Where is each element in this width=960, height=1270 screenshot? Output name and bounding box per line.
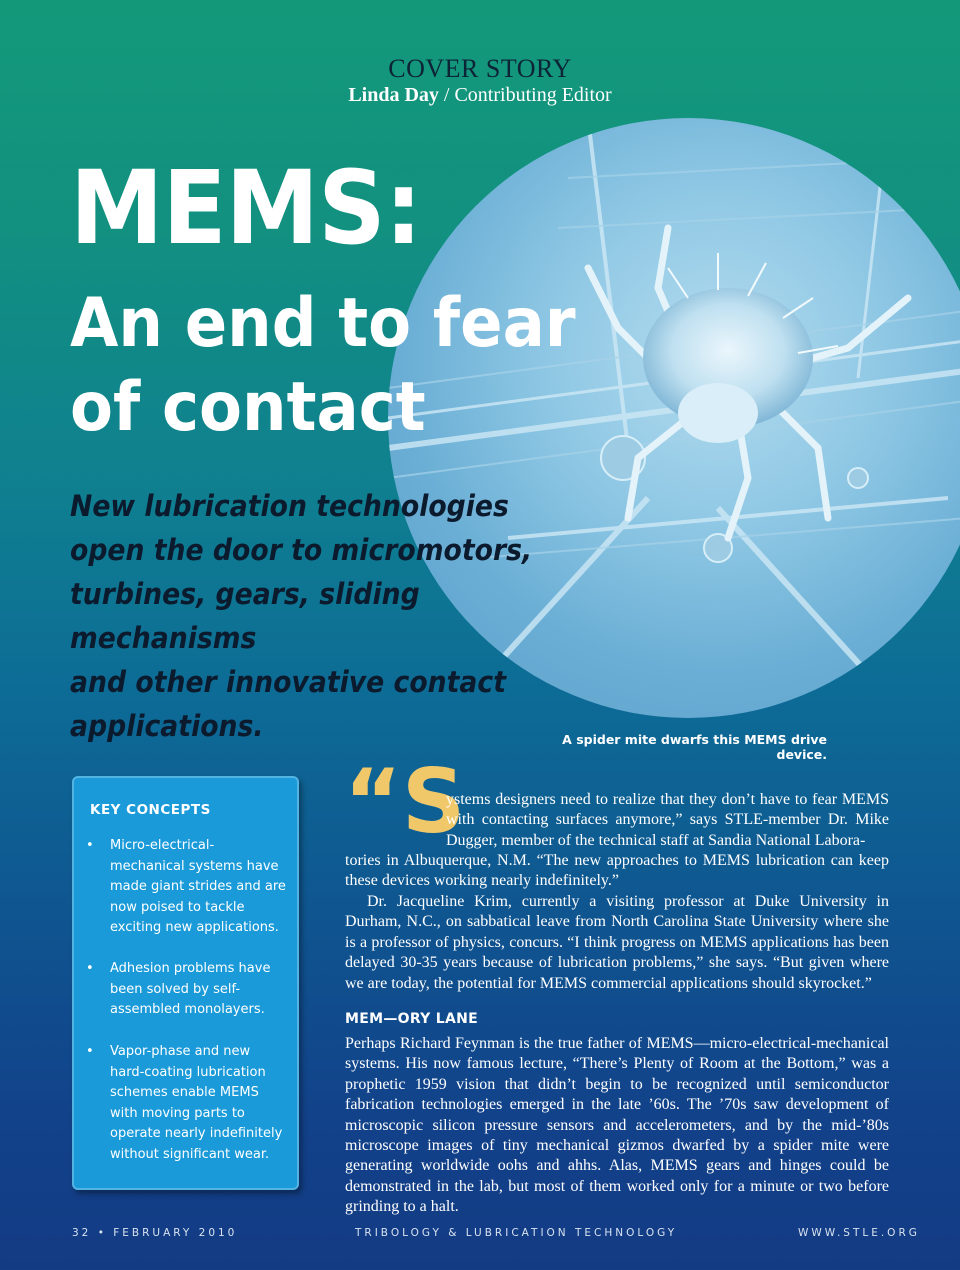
section-label: COVER STORY	[388, 54, 572, 83]
photo-caption: A spider mite dwarfs this MEMS drive device.	[562, 732, 827, 762]
footer-website: WWW.STLE.ORG	[798, 1227, 920, 1239]
deck-line-4: and other innovative contact	[70, 665, 507, 699]
bullet-icon: •	[86, 1044, 94, 1059]
key-concept-text: Adhesion problems have been solved by self-assembled monolayers.	[110, 961, 271, 1017]
deck-text	[70, 484, 585, 748]
article-paragraph-2: Dr. Jacqueline Krim, currently a visiting professor at Duke University in Durham, N.C., on sabbatical leave from North Carolina State University where she is a professor of physics, concurs. “I think progress on MEMS applications has been delayed 30-35 years because of lubrication problems,” she says. “But given where we are today, the potential for MEMS commercial applications should skyrocket.”	[345, 893, 889, 992]
author-role: Contributing Editor	[454, 84, 612, 106]
key-concept-text: Micro-electrical-mechanical systems have made giant strides and are now poised to tackle exciting new applications.	[110, 838, 286, 935]
deck-line-3: turbines, gears, sliding mechanisms	[70, 577, 420, 655]
footer-page-date: 32 • FEBRUARY 2010	[72, 1227, 238, 1239]
bullet-icon: •	[86, 838, 94, 853]
author-name: Linda Day	[348, 84, 439, 106]
deck-line-2: open the door to micromotors,	[70, 533, 533, 567]
section-subhead: MEM—ORY LANE	[345, 1011, 478, 1027]
deck-line-1: New lubrication technologies	[70, 489, 509, 523]
headline-subtitle	[70, 282, 622, 450]
article-paragraph-3: Perhaps Richard Feynman is the true father of MEMS—micro-electrical-mechanical systems. His now famous lecture, “There’s Plenty of Room at the Bottom,” was a prophetic 1959 vision that didn’t begin to be recognized until semiconductor fabrication technologies emerged in the late ’60s. The ’70s saw development of microscopic silicon pressure sensors and accelerometers, and by the mid-’80s microscope images of tiny mechanical gizmos dwarfed by a spider mite were generating worldwide oohs and ahhs. Alas, MEMS gears and hinges could be demonstrated in the lab, but most of them worked only for a minute or two before grinding to a halt.	[345, 1035, 889, 1216]
deck-line-5: applications.	[70, 709, 264, 743]
headline: MEMS:	[70, 149, 422, 268]
article-paragraph-1-end: tories in Albuquerque, N.M. “The new approaches to MEMS lubrication can keep these devices working nearly indefinitely.”	[345, 852, 889, 890]
bullet-icon: •	[86, 961, 94, 976]
footer-publication: TRIBOLOGY & LUBRICATION TECHNOLOGY	[355, 1227, 678, 1239]
key-concepts-title: KEY CONCEPTS	[90, 802, 211, 818]
byline-separator: /	[438, 84, 455, 106]
drop-cap: “S	[344, 750, 466, 853]
headline-line-2: of contact	[70, 368, 426, 447]
headline-line-1: An end to fear	[70, 284, 576, 363]
key-concept-text: Vapor-phase and new hard-coating lubrication schemes enable MEMS with moving parts to operate nearly indefinitely without significant wear.	[110, 1044, 283, 1162]
article-paragraph-1-start: ystems designers need to realize that they don’t have to fear MEMS with contacting surfaces anymore,” says STLE-member Dr. Mike Dugger, member of the technical staff at Sandia National Labora-	[446, 791, 889, 849]
byline	[0, 84, 960, 107]
